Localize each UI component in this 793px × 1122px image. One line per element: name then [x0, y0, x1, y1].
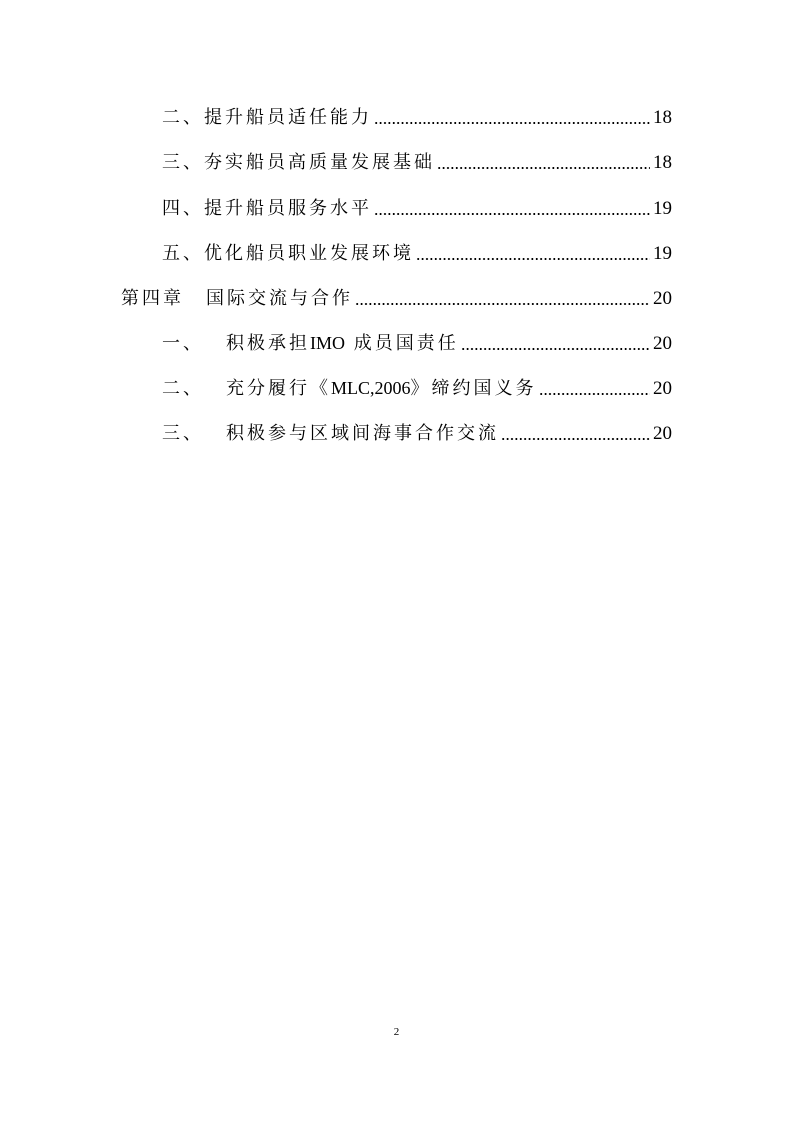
toc-entry-title: 提升船员服务水平: [204, 198, 372, 219]
toc-entry[interactable]: [162, 418, 672, 446]
toc-entry-title: 优化船员职业发展环境: [204, 243, 414, 264]
dot-leader: [437, 167, 650, 169]
toc-entry-page: 20: [653, 288, 672, 309]
toc-entry-number: 二、: [162, 107, 204, 128]
toc-entry-number: 三、: [162, 423, 204, 444]
dot-leader: [374, 213, 650, 215]
toc-entry[interactable]: [162, 193, 672, 221]
toc-entry-page: 19: [653, 243, 672, 264]
toc-entry-title: [226, 376, 537, 401]
dot-leader: [539, 393, 650, 395]
toc-chapter-title: 国际交流与合作: [206, 288, 353, 309]
toc-entry[interactable]: [162, 328, 672, 356]
toc-title-part: 》缔约国义务: [410, 378, 537, 399]
toc-title-part: 充分履行《: [226, 378, 331, 399]
dot-leader: [355, 303, 650, 305]
toc-entry-number: 三、: [162, 152, 204, 173]
toc-entry-page: 18: [653, 107, 672, 128]
toc-entry-title: 夯实船员高质量发展基础: [204, 152, 435, 173]
toc-entry[interactable]: [162, 373, 672, 401]
page-number: 2: [393, 1026, 400, 1038]
dot-leader: [461, 348, 650, 350]
dot-leader: [374, 122, 650, 124]
toc-entry-page: 19: [653, 198, 672, 219]
toc-title-part: IMO: [310, 333, 345, 353]
toc-title-part: 积极承担: [226, 333, 310, 354]
toc-chapter-entry[interactable]: [121, 283, 672, 311]
toc-entry-number: 五、: [162, 243, 204, 264]
toc-chapter-number: 第四章: [121, 288, 184, 309]
toc-title-part: 成员国责任: [353, 333, 459, 354]
toc-entry[interactable]: [162, 238, 672, 266]
dot-leader: [501, 438, 650, 440]
toc-entry-number: 二、: [162, 378, 204, 399]
toc-entry-title: [226, 331, 459, 356]
toc-entry-page: 18: [653, 152, 672, 173]
toc-entry-title: 提升船员适任能力: [204, 107, 372, 128]
toc-entry[interactable]: [162, 147, 672, 175]
toc-entry-page: 20: [653, 333, 672, 354]
toc-title-part: MLC,2006: [331, 378, 411, 398]
toc-entry-page: 20: [653, 378, 672, 399]
toc-entry-number: 一、: [162, 333, 204, 354]
toc-entry[interactable]: [162, 102, 672, 130]
toc-entry-title: 积极参与区域间海事合作交流: [226, 423, 499, 444]
toc-entry-page: 20: [653, 423, 672, 444]
toc-entry-number: 四、: [162, 198, 204, 219]
dot-leader: [416, 258, 650, 260]
